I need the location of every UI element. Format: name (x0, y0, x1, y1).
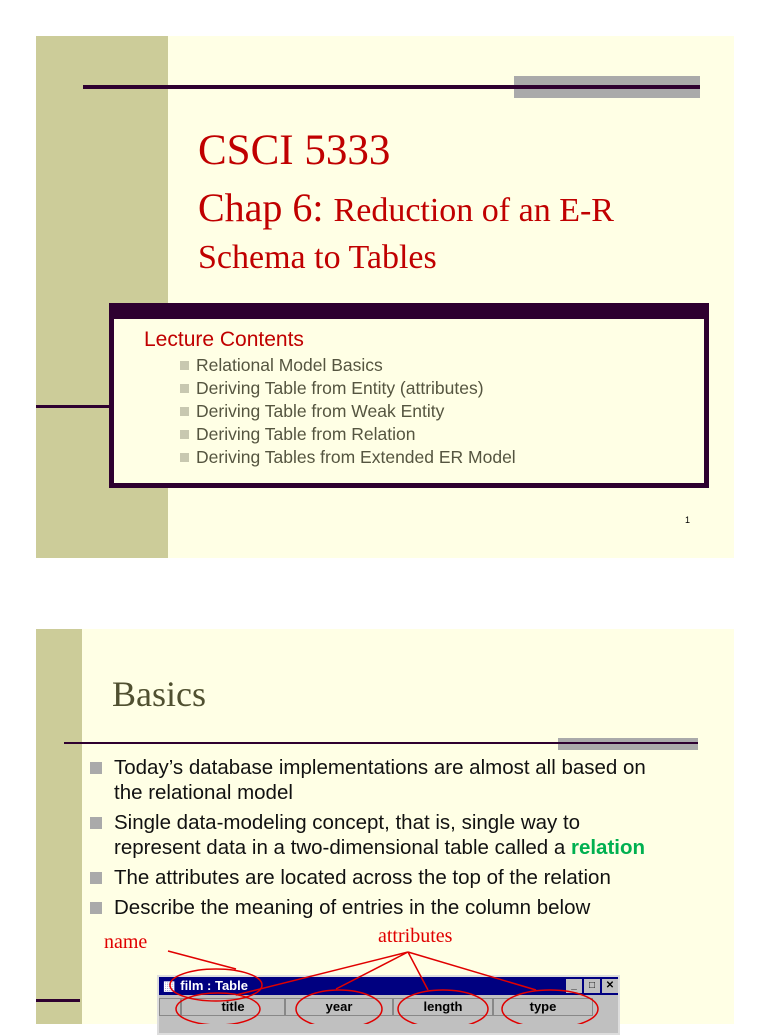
bullet-icon (180, 430, 189, 439)
bullet-icon (180, 384, 189, 393)
bullet-line: Describe the meaning of entries in the column below (114, 896, 591, 919)
name-ellipse (170, 969, 262, 1001)
bullet-icon (180, 361, 189, 370)
bullet-line: The attributes are located across the top of the relation (114, 866, 611, 889)
bullet-line: Today’s database implementations are almost all based on (114, 756, 646, 779)
column-header[interactable]: year (285, 998, 393, 1016)
contents-item (180, 446, 704, 469)
annotation-name: name (104, 931, 148, 953)
course-title: CSCI 5333 (198, 127, 391, 174)
contents-box (109, 303, 709, 488)
maximize-button[interactable]: □ (584, 979, 600, 993)
slide-1 (36, 36, 734, 558)
contents-item (180, 423, 704, 446)
year-ellipse (296, 990, 382, 1024)
attributes-arrows (236, 952, 536, 995)
title-ellipse (176, 993, 260, 1024)
type-ellipse (502, 990, 598, 1024)
name-arrow (168, 951, 236, 969)
side-rule (36, 405, 112, 408)
bullet-icon (180, 453, 189, 462)
length-ellipse (398, 990, 488, 1024)
page-number: 1 (685, 515, 691, 525)
bullet-icon (180, 407, 189, 416)
contents-item (180, 400, 704, 423)
bullet-line: Single data-modeling concept, that is, single way to (114, 811, 581, 834)
slide-title: Basics (112, 674, 206, 714)
contents-item (180, 377, 704, 400)
relation-highlight: relation (570, 836, 646, 859)
column-header[interactable]: type (493, 998, 593, 1016)
table-icon: ▦ (163, 978, 176, 993)
annotation-overlay (36, 629, 734, 1024)
contents-item-text: Deriving Table from Relation (196, 424, 416, 444)
contents-item-text: Deriving Table from Weak Entity (196, 401, 445, 421)
chapter-title-line2: Schema to Tables (198, 239, 437, 276)
annotation-attributes: attributes (378, 925, 453, 947)
minimize-button[interactable]: _ (566, 979, 582, 993)
chapter-title (198, 184, 614, 235)
slide-2 (36, 629, 734, 1024)
chapter-title-line1: Reduction of an E-R (333, 192, 614, 229)
bullet-line: the relational model (114, 781, 293, 804)
column-header[interactable]: length (393, 998, 493, 1016)
bullet-line: represent data in a two-dimensional table called a (114, 836, 571, 859)
window-title: film : Table (180, 978, 248, 993)
contents-item (180, 354, 704, 377)
title-rule (83, 85, 700, 89)
contents-item-text: Deriving Tables from Extended ER Model (196, 447, 516, 467)
column-header[interactable]: title (181, 998, 285, 1016)
contents-item-text: Deriving Table from Entity (attributes) (196, 378, 484, 398)
chapter-prefix: Chap 6: (198, 185, 324, 230)
close-button[interactable]: ✕ (602, 979, 618, 993)
contents-item-text: Relational Model Basics (196, 355, 383, 375)
contents-heading: Lecture Contents (144, 328, 304, 351)
